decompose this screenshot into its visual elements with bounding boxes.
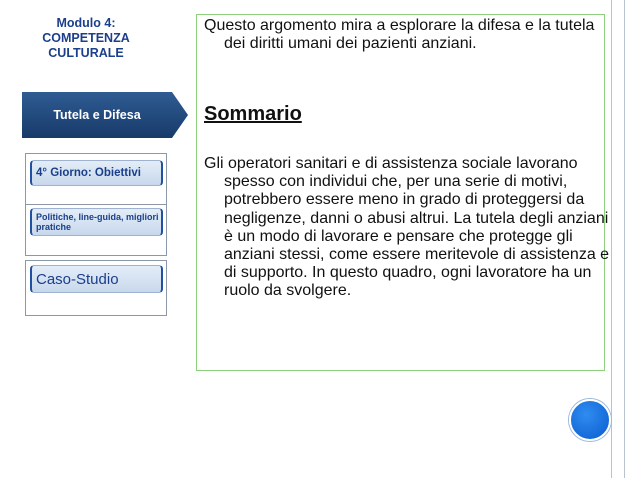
- intro-paragraph: Questo argomento mira a esplorare la difesa e la tutela dei diritti umani dei pazienti anziani.: [204, 17, 595, 53]
- module-title-line: CULTURALE: [48, 46, 124, 60]
- module-title-line: COMPETENZA: [42, 31, 130, 45]
- nav-item-caso-studio[interactable]: Caso-Studio: [30, 265, 163, 293]
- navigation-circle-icon[interactable]: [569, 399, 611, 441]
- decorative-rule: [624, 0, 625, 478]
- nav-box-caso-studio: [25, 260, 167, 316]
- section-heading: Sommario: [204, 103, 302, 125]
- module-title-line: Modulo 4:: [56, 16, 116, 30]
- module-title: [20, 16, 152, 61]
- nav-item-politiche[interactable]: Politiche, line-guida, migliori pratiche: [30, 208, 163, 236]
- body-paragraph: Gli operatori sanitari e di assistenza sociale lavorano spesso con individui che, per una serie di motivi, potrebbero essere meno in grado di proteggersi da negligenze, danni o abusi altrui. La tutela degli anziani è un modo di lavorare e pensare che protegge gli anziani stessi, come essere meritevole di assistenza e di supporto. In questo quadro, ogni lavoratore ha un ruolo da svolgere.: [204, 155, 610, 300]
- nav-item-obiettivi[interactable]: 4° Giorno: Obiettivi: [30, 160, 163, 186]
- nav-box-politiche: [25, 204, 167, 256]
- nav-item-tutela-e-difesa[interactable]: Tutela e Difesa: [53, 108, 141, 122]
